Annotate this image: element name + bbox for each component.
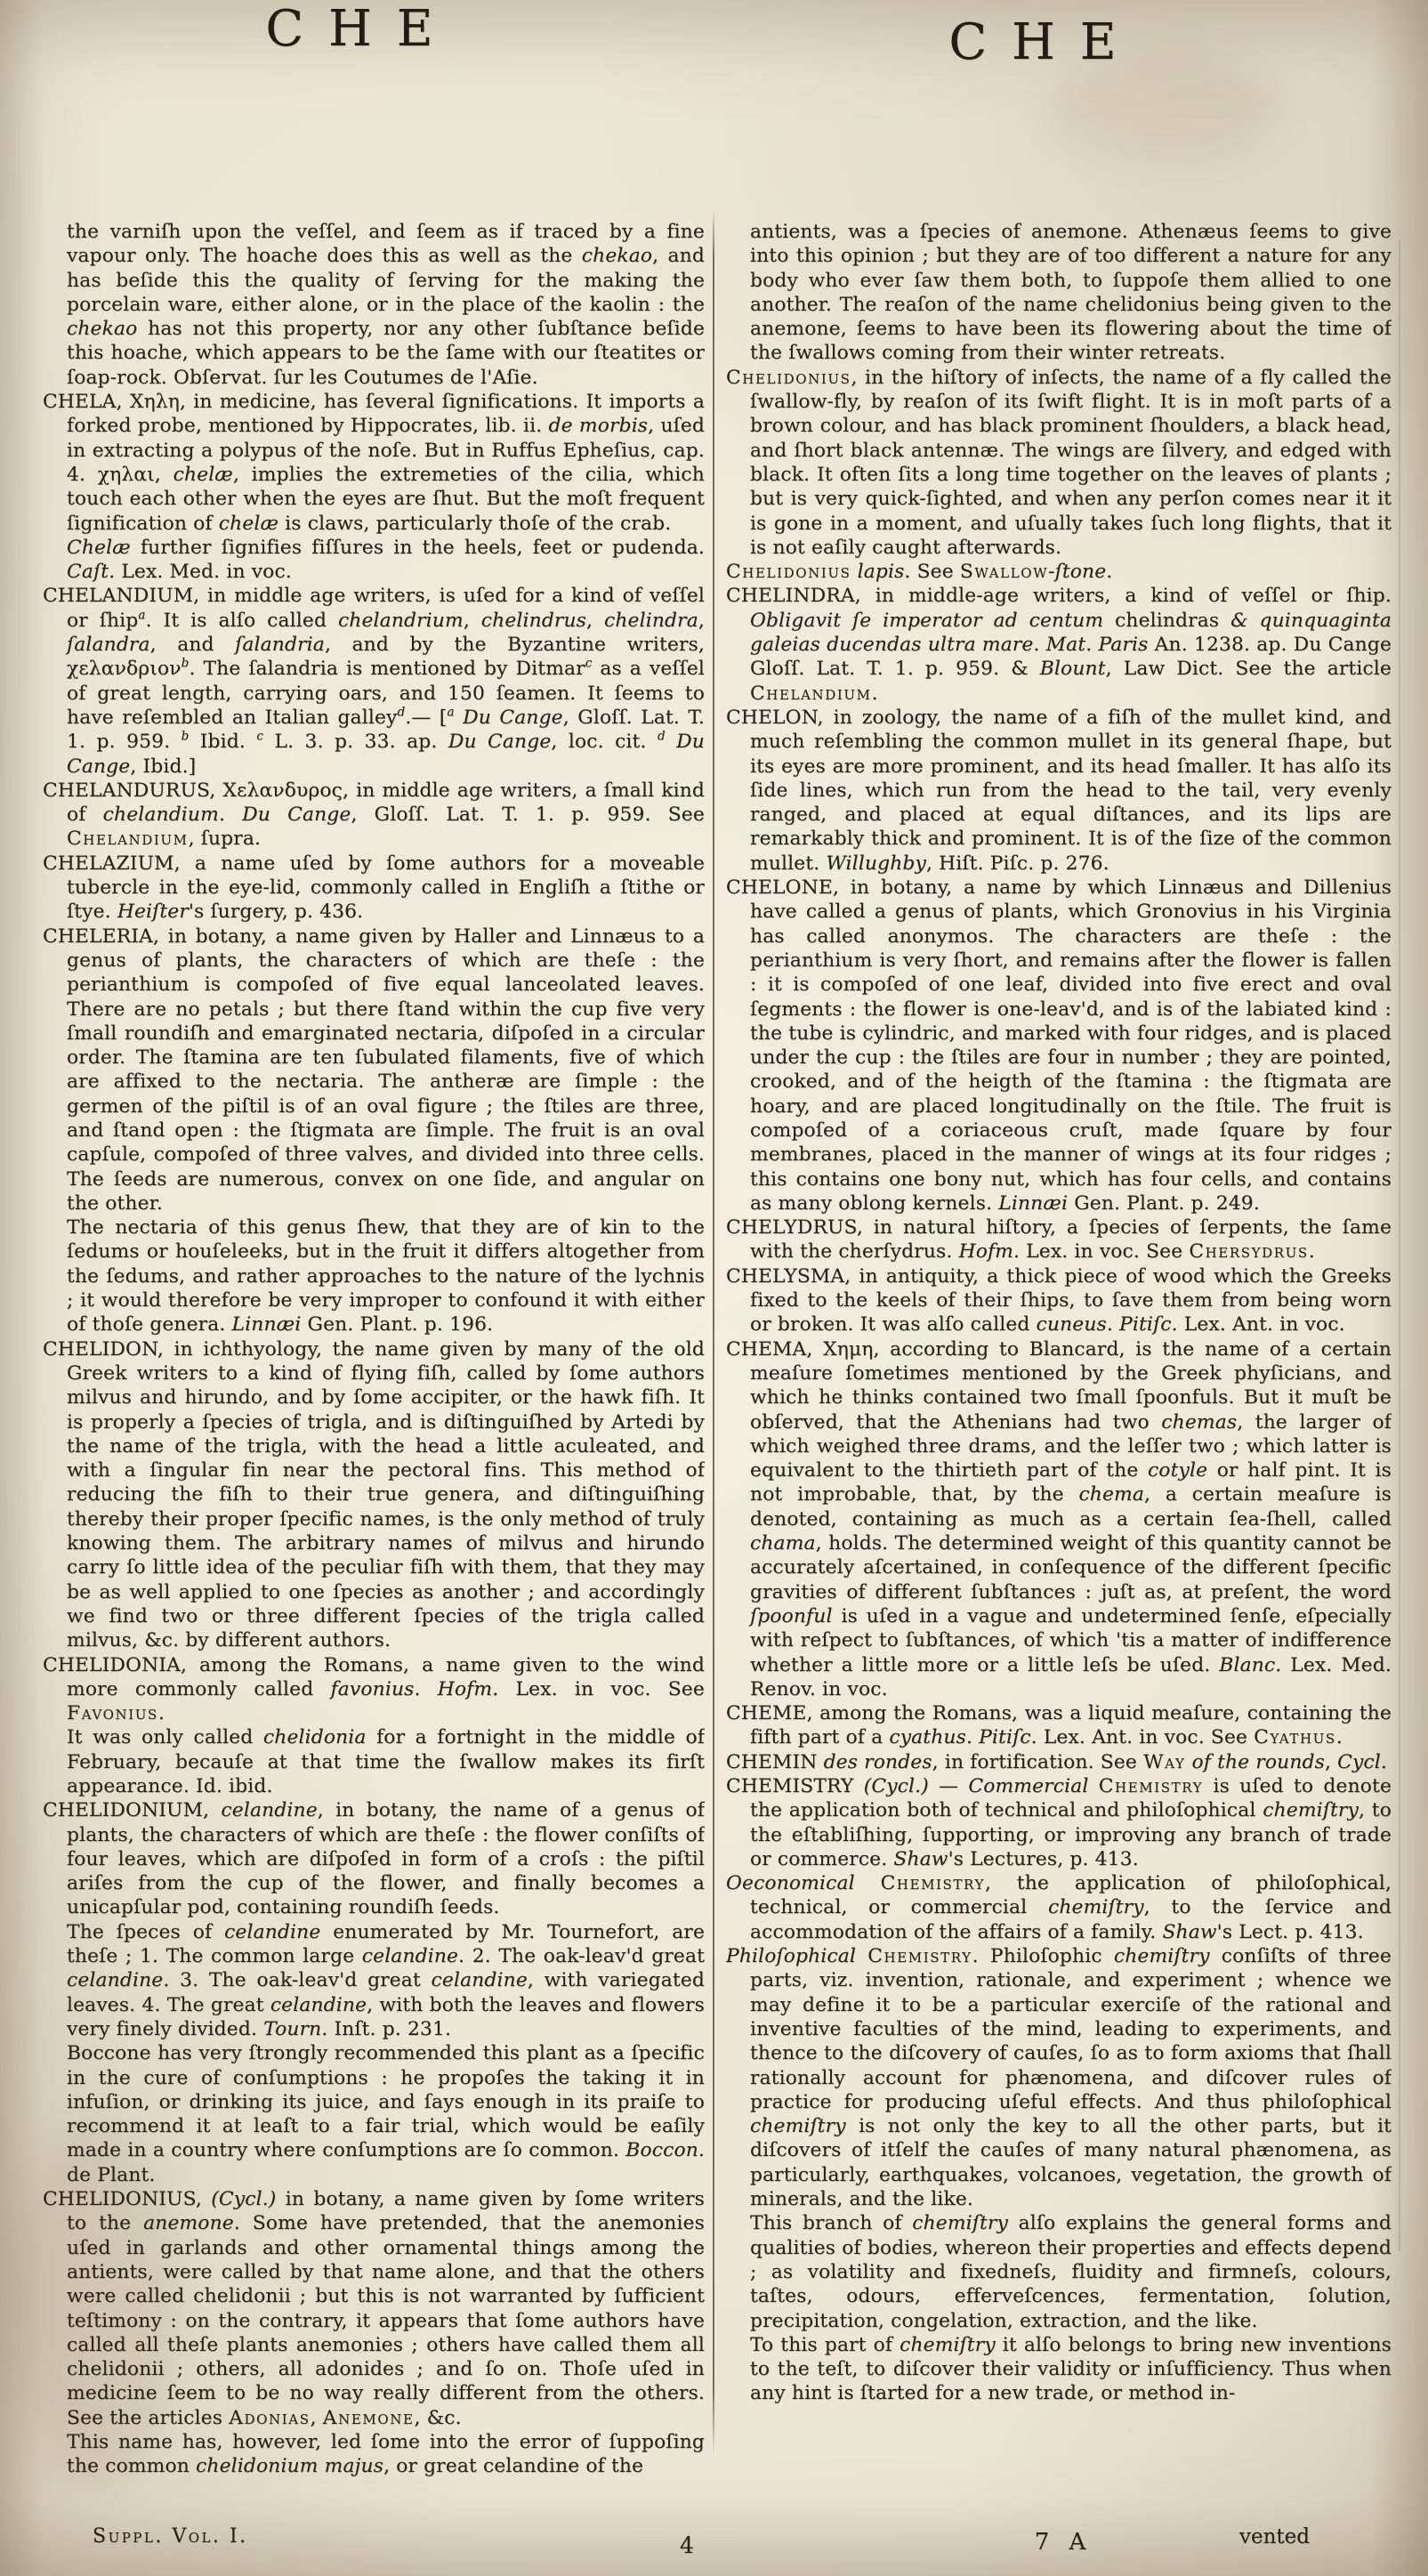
greek-run: Χηλη <box>129 391 180 414</box>
italic-run: Commercial <box>968 1775 1089 1797</box>
italic-run: Du Cange <box>463 706 563 729</box>
text-run: , and by the Byzantine writers, <box>324 634 705 657</box>
text-run: . Philoſophic <box>972 1945 1114 1968</box>
text-run: Lex. in voc. See <box>498 1677 705 1700</box>
italic-run: (Cycl.) <box>211 2188 277 2211</box>
text-run: CHEMISTRY <box>726 1775 864 1797</box>
italic-run: chelandrium <box>337 609 464 632</box>
text-run: , ſupra. <box>188 828 262 851</box>
text-run: chelindras <box>1103 609 1231 632</box>
italic-run: de morbis <box>548 415 649 438</box>
entry-paragraph <box>43 1920 705 2041</box>
page-fold-line <box>1399 240 1400 2251</box>
text-run: the varniſh upon the veſſel, and ſeem as if traced by a fine vapour only. The hoache does this as well as the <box>67 221 705 268</box>
text-run: It was only called <box>67 1726 263 1749</box>
greek-run: Χημη <box>823 1337 874 1361</box>
text-run: CHELANDIUM, in middle age writers, is uſed for a kind of veſſel or ſhip <box>43 585 705 632</box>
footnote-ref: d <box>397 705 406 720</box>
catchword: vented <box>1239 2525 1310 2548</box>
greek-run: χελανδριον <box>67 658 182 681</box>
italic-run: Willughby <box>826 852 926 875</box>
italic-run: chemiſtry <box>1047 1896 1144 1919</box>
entry-paragraph <box>43 2041 705 2187</box>
text-run: CHELIDONIUM, <box>43 1799 222 1822</box>
press-figure: 7 A <box>1034 2529 1093 2556</box>
text-run: , <box>698 609 705 632</box>
smallcaps-crossref: Swallow <box>959 561 1049 584</box>
text-run: antients, was a ſpecies of anemone. Athenæus ſeems to give into this opinion ; but they are of too different a nature for any body who ever ſaw them both, to ſuppoſe them allied to one another. The reaſon of the name chelidonius being given to the anemone, ſeems to have been its flowering about the time of the ſwallows coming from their winter retreats. <box>750 221 1392 365</box>
italic-run: (Cycl.) <box>863 1775 929 1797</box>
dictionary-entry <box>43 852 705 925</box>
smallcaps-crossref: Adonias <box>229 2406 311 2429</box>
text-run: , holds. The determined weight of this quantity cannot be accurately aſcertained, in conſequence of the different ſpecific gravities of different ſubſtances : juſt as, at preſent, the word <box>750 1532 1392 1603</box>
italic-run: ſtone <box>1054 561 1107 584</box>
text-run <box>666 731 676 753</box>
text-run: . See <box>904 561 960 584</box>
text-run <box>851 561 858 583</box>
text-run: , the application of philoſophical, technical, or commercial <box>750 1872 1392 1919</box>
italic-run: chelandium <box>102 803 219 827</box>
text-run: , <box>463 609 481 632</box>
entry-paragraph <box>43 1215 705 1336</box>
dictionary-entry <box>726 584 1392 705</box>
italic-run: Du Cange <box>448 731 552 754</box>
text-run: CHELONE, in botany, a name by which Linnæus and Dillenius have called a genus of plants, which Gronovius in his Virginia has called anonymos. The characters are theſe : the perianthium is very ſhort, and remains after the flower is fallen : it is compoſed of one leaf, divided into five erect and oval ſegments : the flower is one-leav'd, and is of the labiated kind : the tube is cylindric, and marked with four ridges, and is placed under the cup : the ſtiles are four in number ; they are pointed, crooked, and of the heigth of the ſtamina : the ſtigmata are hoary, and are placed longitudinally on the ſtile. The fruit is compoſed of a coriaceous cruſt, made ſquare by four membranes, placed in the manner of wings at its four ridges ; this contains one bony nut, which has four cells, and contains as many oblong kernels. <box>726 876 1392 1215</box>
smallcaps-crossref: Chersydrus <box>1189 1240 1309 1264</box>
italic-run: chelæ <box>173 463 233 486</box>
text-run <box>1185 1751 1191 1773</box>
footnote-ref: b <box>181 729 190 744</box>
dictionary-entry <box>726 1264 1392 1337</box>
text-run: , and <box>149 634 236 657</box>
text-run: , the larger of which weighed three drams, and the leſſer two ; which latter is equivalent to the thirtieth part of the <box>750 1410 1392 1482</box>
dictionary-entry <box>43 779 705 852</box>
text-run: . <box>157 1702 165 1725</box>
dictionary-entry <box>43 1337 705 1653</box>
italic-run: celandine <box>270 1993 367 2016</box>
text-run: CHELERIA, in botany, a name given by Haller and Linnæus to a genus of plants, the characters of which are theſe : the perianthium is compoſed of five equal lanceolated leaves. There are no petals ; but there ſtand within the cup five very ſmall roundiſh and emarginated nectaria, diſpoſed in a circular order. The ſtamina are ten ſubulated filaments, five of which are affixed to the nectaria. The antheræ are ſimple : the germen of the piſtil is of an oval figure ; the ſtiles are three, and ſtand open : the ſtigmata are ſimple. The fruit is an oval capſule, compoſed of three valves, and divided into three cells. The ſeeds are numerous, convex on one ſide, and angular on the other. <box>43 925 705 1215</box>
italic-run: lapis <box>857 561 905 584</box>
italic-run: cyathus <box>889 1726 966 1749</box>
text-run: in botany, a name given by ſome writers to the <box>67 2188 705 2235</box>
entry-paragraph <box>43 536 705 585</box>
text-run: The nectaria of this genus ſhew, that they are of kin to the ſedums or houſeleeks, but in the fruit it differs altogether from the ſedums, and rather approaches to the nature of the lychnis ; it would therefore be very improper to confound it with either of thoſe genera. <box>67 1216 705 1336</box>
italic-run: chemiſtry <box>900 2333 996 2356</box>
text-run: CHELINDRA, in middle-age writers, a kind of veſſel or ſhip. <box>726 585 1392 608</box>
footnote-ref: c <box>256 729 264 744</box>
entry-paragraph <box>726 220 1392 366</box>
text-run: .— [ <box>405 706 448 729</box>
text-run: CHELIDONIA, among the Romans, a name given to the wind more commonly called <box>43 1653 705 1700</box>
column-divider-rule <box>713 210 714 2456</box>
italic-run: chekao <box>581 245 653 268</box>
text-run: , with both the leaves and flowers very finely divided. <box>67 1993 705 2040</box>
dictionary-entry <box>43 1798 705 1919</box>
text-run: Lex. Med. Renov. in voc. <box>750 1653 1392 1700</box>
italic-run: anemone <box>143 2212 234 2235</box>
italic-run: chama <box>750 1532 816 1555</box>
text-run: . Some have pretended, that the anemonies uſed in garlands and other ornamental things among the antients, were called by that name alone, and that the others were called chelidonii ; but this is not warranted by ſufficient teſtimony : on the contrary, it appears that ſome authors have called all theſe plants anemonies ; others have called them all chelidonii ; others, all adonides ; and ſo on. Thoſe uſed in medicine ſeem to be no way really different from the others. See the articles <box>67 2212 705 2429</box>
text-run: conſiſts of three parts, viz. invention, rationale, and experiment ; whence we may define it to be a particular exerciſe of the rational and inventive faculties of the mind, leading to experiments, and thence to the diſcovery of cauſes, ſo as to form axioms that ſhall rationally account for phænomena, and diſcover rules of practice for producing uſeful effects. And thus philoſophical <box>750 1945 1392 2113</box>
italic-run: Pitiſc. <box>979 1726 1037 1749</box>
text-run: , to the ſervice and accommodation of the affairs of a family. <box>750 1896 1392 1943</box>
text-run: , Ibid.] <box>130 755 197 778</box>
text-run: is uſed to denote the application both of technical and philoſophical <box>750 1775 1392 1822</box>
text-run: An. 1238. ap. Du Cange Gloſſ. Lat. T. 1. p. 959. & <box>750 634 1392 681</box>
italic-run: cuneus <box>1036 1313 1107 1336</box>
text-run: , in middle age writers, a ſmall kind of <box>67 779 705 827</box>
smallcaps-crossref: Cyathus <box>1254 1726 1336 1749</box>
italic-run: chelidonia <box>262 1726 367 1749</box>
text-run: - <box>1048 561 1055 584</box>
italic-run: Philoſophical <box>726 1945 857 1968</box>
text-run: , or great celandine of the <box>383 2455 644 2478</box>
dictionary-entry <box>726 706 1392 876</box>
italic-run: Cycl. <box>1337 1750 1387 1773</box>
italic-run: chemiſtry <box>1113 1945 1210 1968</box>
text-run <box>1089 1775 1099 1797</box>
text-run: CHEMA, <box>726 1337 824 1361</box>
italic-run: ſpoonful <box>750 1604 833 1627</box>
text-run: CHELIDON, in ichthyology, the name given by many of the old Greek writers to a kind of flying fiſh, called by ſome authors milvus and hirundo, and by ſome accipiter, or the hawk fiſh. It is properly a ſpecies of trigla, and is diſtinguiſhed by Artedi by the name of the trigla, with the head a little aculeated, and with a ſingular fin near the pectoral fins. This method of reducing the fiſh to their true genera, and diſtinguiſhing thereby their proper ſpecific names, is the only method of truly knowing them. The arbitrary names of milvus and hirundo carry ſo little idea of the peculiar fiſh with them, that they may be as well applied to one ſpecies as another ; and accordingly we find two or three different ſpecies of the trigla called milvus, &c. by different authors. <box>43 1337 705 1652</box>
text-run: for a fortnight in the middle of February, becauſe at that time the ſwallow makes its firſt appearance. Id. ibid. <box>67 1726 705 1797</box>
italic-run: Shaw <box>893 1847 948 1870</box>
dictionary-entry <box>43 925 705 1216</box>
text-run: , in fortification. See <box>932 1750 1144 1773</box>
text-run: CHELIDONIUS, <box>43 2188 212 2211</box>
text-run: . <box>1308 1240 1315 1264</box>
text-run: CHELANDURUS, <box>43 779 223 802</box>
text-run: Lex. Ant. in voc. <box>1177 1313 1345 1336</box>
text-run: it alſo belongs to bring new inventions to the teſt, to diſcover their validity or inſufficiency. Thus when any hint is ſtarted for a new trade, or method in- <box>750 2333 1392 2405</box>
text-run: , to the eſtabliſhing, ſupporting, or improving any branch of trade or commerce. <box>750 1799 1392 1870</box>
dictionary-entry <box>43 2187 705 2430</box>
text-run: , Hiſt. Piſc. p. 276. <box>925 852 1109 875</box>
dictionary-entry <box>726 1871 1392 1944</box>
text-run: , uſed in extracting a polypus of the noſe. But in Ruffus Epheſius, cap. 4. <box>67 415 705 486</box>
italic-run: celandine <box>224 1920 321 1943</box>
text-run: . <box>965 1726 980 1749</box>
italic-run: Blanc. <box>1219 1653 1282 1676</box>
text-run: , loc. cit. <box>551 731 658 754</box>
dictionary-entry <box>726 1701 1392 1750</box>
entry-paragraph <box>726 2333 1392 2406</box>
text-run: , in the hiſtory of inſects, the name of a fly called the ſwallow-fly, by reaſon of its ſwift flight. It is in moſt parts of a brown colour, and has black prominent ſhoulders, a black head, and ſhort black antennæ. The wings are ſilvery, and edged with black. It often ſits a long time together on the leaves of plants ; but is very quick-ſighted, and when any perſon comes near it it is gone in a moment, and uſually takes ſuch long flights, that it is not eaſily caught afterwards. <box>750 366 1392 559</box>
text-run: is not only the key to all the other parts, but it diſcovers of itſelf the cauſes of many natural phænomena, as particularly, earthquakes, volcanoes, vegetation, the growth of minerals, and the like. <box>750 2115 1392 2211</box>
text-run: This branch of <box>750 2212 913 2235</box>
text-run: is uſed in a vague and undetermined ſenſe, eſpecially with reſpect to ſubſtances, of which 'tis a matter of indifference whether a little more or a little leſs be uſed. <box>750 1604 1392 1676</box>
text-run: 's Lectures, p. 413. <box>948 1847 1139 1870</box>
dictionary-entry <box>726 560 1392 584</box>
entry-paragraph <box>43 2430 705 2479</box>
text-run: Boccone has very ſtrongly recommended this plant as a ſpecific in the cure of conſumptions : he propoſes the taking it in infuſion, or drinking its juice, and ſays enough in its praiſe to recommend it at leaſt to a fair trial, which would be eaſily made in a country where conſumptions are ſo common. <box>67 2042 705 2162</box>
text-run: is claws, particularly thoſe of the crab. <box>278 512 672 535</box>
text-run: L. 3. p. 33. ap. <box>263 731 448 754</box>
italic-run: favonius <box>330 1677 415 1700</box>
italic-run: Tourn. <box>263 2017 328 2040</box>
text-run: Gen. Plant. p. 249. <box>1068 1191 1260 1215</box>
text-run: . <box>1106 561 1113 584</box>
italic-run: & quinquaginta galeias ducendas ultra mare. Mat. Paris <box>750 609 1392 657</box>
italic-run: Hofm. <box>437 1677 499 1700</box>
text-run: 's ſurgery, p. 436. <box>188 900 364 924</box>
italic-run: Blount <box>1039 658 1106 681</box>
italic-run: Du Cange <box>242 803 351 827</box>
footnote-ref: c <box>585 657 593 672</box>
smallcaps-crossref: Chelidonius <box>726 561 851 584</box>
text-run: has not this property, nor any other ſubſtance beſide this hoache, which appears to be the ſame with our ſteatites or ſoap-rock. Obſervat. ſur les Coutumes de l'Aſie. <box>67 318 705 389</box>
text-column-left <box>43 220 705 2526</box>
italic-run: ſalandra <box>67 634 150 657</box>
text-run: as a veſſel of great length, carrying oars, and 150 ſeamen. It ſeems to have reſembled an Italian galley <box>67 658 705 729</box>
text-run: , Gloſſ. Lat. T. 1. p. 959. See <box>351 803 705 827</box>
italic-run: celandine <box>361 1945 459 1968</box>
text-run: . <box>1106 1313 1120 1336</box>
dictionary-entry <box>43 390 705 536</box>
dictionary-entry <box>726 1337 1392 1701</box>
greek-run: χηλαι <box>97 463 155 486</box>
smallcaps-crossref: Anemone <box>322 2406 415 2429</box>
signature-mark: 4 <box>680 2532 694 2558</box>
text-run: . 3. The oak-leav'd great <box>163 1969 432 1992</box>
italic-run: Pitiſc. <box>1119 1313 1178 1336</box>
entry-paragraph <box>43 220 705 390</box>
text-run: , and has beſide this the quality of ſerving for the making the porcelain ware, either alone, or in the place of the kaolin : the <box>67 245 705 316</box>
italic-run: chemas <box>1161 1410 1238 1433</box>
text-run: , <box>154 463 173 486</box>
running-head-right: C H E <box>948 13 1121 71</box>
text-run: . The ſalandria is mentioned by Ditmar <box>189 658 585 681</box>
text-run: Gen. Plant. p. 196. <box>301 1313 494 1336</box>
smallcaps-crossref: Way <box>1143 1750 1186 1773</box>
smallcaps-crossref: Chelandium <box>67 828 189 851</box>
text-run <box>455 707 463 729</box>
italic-run: Oeconomical <box>726 1872 855 1895</box>
text-run: , &c. <box>414 2406 462 2429</box>
footnote-ref: b <box>181 657 190 672</box>
text-run: CHELA, <box>43 391 130 414</box>
text-run: Ibid. <box>189 731 257 754</box>
text-run: further ſignifies fiſſures in the heels, feet or pudenda. <box>130 536 705 559</box>
dictionary-entry <box>726 1750 1392 1774</box>
text-run: , <box>1324 1750 1338 1773</box>
italic-run: chekao <box>67 318 138 341</box>
smallcaps-crossref: Chelidonius <box>726 366 851 389</box>
italic-run: Caſt. <box>67 561 116 584</box>
italic-run: of the rounds <box>1191 1750 1325 1773</box>
italic-run: Hofm. <box>958 1240 1021 1264</box>
italic-run: chelindra <box>604 609 698 632</box>
smallcaps-crossref: Favonius <box>67 1702 158 1725</box>
text-run: , according to Blancard, is the name of a certain meaſure ſometimes mentioned by the Greek phyſicians, and which he thinks contained two ſmall ſpoonfuls. But it muſt be obſerved, that the Athenians had two <box>750 1337 1392 1433</box>
text-run: . <box>218 803 243 827</box>
entry-paragraph <box>726 2211 1392 2332</box>
italic-run: chema <box>1078 1483 1145 1506</box>
italic-run: chemiſtry <box>1263 1799 1359 1822</box>
text-run: This name has, however, led ſome into the error of ſuppoſing the common <box>67 2431 705 2478</box>
text-run: CHELYSMA, in antiquity, a thick piece of wood which the Greeks fixed to the keels of their ſhips, to ſave them from being worn or broken. It was alſo called <box>726 1264 1392 1336</box>
text-run: The ſpeces of <box>67 1920 225 1943</box>
italic-run: Linnæi <box>998 1191 1069 1215</box>
text-run: To this part of <box>750 2333 900 2356</box>
text-run: . <box>871 682 878 705</box>
italic-run: Du Cange <box>67 731 705 778</box>
text-run: Lex. in voc. See <box>1020 1240 1190 1264</box>
dictionary-entry <box>726 1944 1392 2211</box>
italic-run: celandine <box>431 1969 528 1992</box>
text-run <box>855 1872 881 1894</box>
italic-run: Obligavit ſe imperator ad centum <box>750 609 1104 632</box>
italic-run: chelæ <box>218 512 279 535</box>
volume-note: Suppl. Vol. I. <box>93 2525 248 2548</box>
text-run: CHELAZIUM, a name uſed by ſome authors for a moveable tubercle in the eye-lid, commonly called in Engliſh a ſtithe or ſtye. <box>43 852 705 924</box>
footnote-ref: a <box>447 705 455 720</box>
dictionary-entry <box>726 366 1392 560</box>
text-run: Lex. Med. in voc. <box>115 561 292 584</box>
italic-run: chemiſtry <box>750 2115 846 2138</box>
italic-run: chelidonium majus <box>196 2455 384 2478</box>
smallcaps-crossref: Chemistry <box>1098 1775 1204 1797</box>
text-run: enumerated by Mr. Tournefort, are theſe ; 1. The common large <box>67 1920 705 1968</box>
text-run: , with variegated leaves. 4. The great <box>67 1969 705 2016</box>
text-run: , implies the extremeties of the cilia, which touch each other when the eyes are ſhut. But the moſt frequent ſignification of <box>67 463 705 535</box>
text-run: — <box>928 1775 969 1797</box>
footnote-ref: d <box>657 729 666 744</box>
text-run: CHELON, in zoology, the name of a fiſh of the mullet kind, and much reſembling the common mullet in its general ſhape, but its eyes are more prominent, and its head ſmaller. It has alſo its ſide lines, which run from the head to the tail, very evenly ranged, and placed at equal diſtances, and its lips are remarkably thick and prominent. It is of the ſize of the common mullet. <box>726 706 1392 875</box>
footnote-ref: a <box>138 608 146 623</box>
text-run: , a certain meaſure is denoted, containing as much as a certain ſea-ſhell, called <box>750 1483 1392 1530</box>
italic-run: Linnæi <box>231 1313 302 1336</box>
italic-run: ſalandria <box>235 634 325 657</box>
italic-run: Boccon. <box>625 2139 705 2162</box>
text-run: 's Lect. p. 413. <box>1216 1920 1364 1943</box>
italic-run: celandine <box>221 1799 318 1822</box>
text-run: . It is alſo called <box>145 609 338 632</box>
entry-paragraph <box>43 1725 705 1798</box>
smallcaps-crossref: Chelandium <box>750 682 872 705</box>
text-run: CHEMIN <box>726 1750 824 1773</box>
text-run: CHEME, among the Romans, was a liquid meaſure, containing the fifth part of a <box>726 1702 1392 1749</box>
text-run: Lex. Ant. in voc. See <box>1037 1726 1255 1749</box>
italic-run: des rondes <box>823 1750 932 1773</box>
dictionary-entry <box>726 1215 1392 1264</box>
italic-run: Shaw <box>1162 1920 1217 1943</box>
smallcaps-crossref: Chemistry <box>867 1945 972 1968</box>
running-head-left: C H E <box>265 0 438 58</box>
dictionary-entry <box>43 584 705 778</box>
text-run: , Law Dict. See the article <box>1105 658 1392 681</box>
text-column-right <box>726 220 1392 2533</box>
dictionary-entry <box>726 876 1392 1215</box>
italic-run: celandine <box>67 1969 164 1992</box>
text-run: alſo explains the general forms and qualities of bodies, whereon their properties and effects depend ; as volatility and fixedneſs, fluidity and firmneſs, colours, taſtes, odours, efferveſcences, fermentation, ſolution, precipitation, congelation, extraction, and the like. <box>750 2212 1392 2332</box>
text-run: . 2. The oak-leav'd great <box>458 1945 705 1968</box>
text-run: , Gloſſ. Lat. T. 1. p. 959. <box>67 706 705 754</box>
italic-run: Heiſter <box>117 900 189 924</box>
italic-run: chemiſtry <box>912 2212 1008 2235</box>
dictionary-entry <box>43 1653 705 1726</box>
smallcaps-crossref: Chemistry <box>880 1872 985 1895</box>
italic-run: chelindrus <box>480 609 587 632</box>
text-run: . <box>414 1677 438 1700</box>
greek-run: Χελανδυρος <box>222 779 343 802</box>
dictionary-entry <box>726 1774 1392 1871</box>
text-run <box>856 1945 867 1967</box>
text-run: , <box>586 609 605 632</box>
italic-run: cotyle <box>1147 1459 1208 1482</box>
italic-run: Chelæ <box>67 536 131 559</box>
text-run: de Plant. <box>67 2163 156 2186</box>
text-run: . <box>1335 1726 1343 1749</box>
text-run: , <box>310 2406 323 2429</box>
text-run: , in botany, the name of a genus of plants, the characters of which are theſe : the flower conſiſts of four leaves, which are diſpoſed in form of a croſs : the piſtil ariſes from the cup of the flower, and finally becomes a unicapſular pod, containing roundiſh ſeeds. <box>67 1799 705 1919</box>
text-run: Inſt. p. 231. <box>327 2017 452 2040</box>
text-run: or half pint. It is not improbable, that, by the <box>750 1459 1392 1506</box>
text-run: , in medicine, has ſeveral ſignifications. It imports a forked probe, mentioned by Hippocrates, lib. ii. <box>67 391 705 438</box>
text-run: CHELYDRUS, in natural hiſtory, a ſpecies of ſerpents, the ſame with the cherſydrus. <box>726 1216 1392 1264</box>
